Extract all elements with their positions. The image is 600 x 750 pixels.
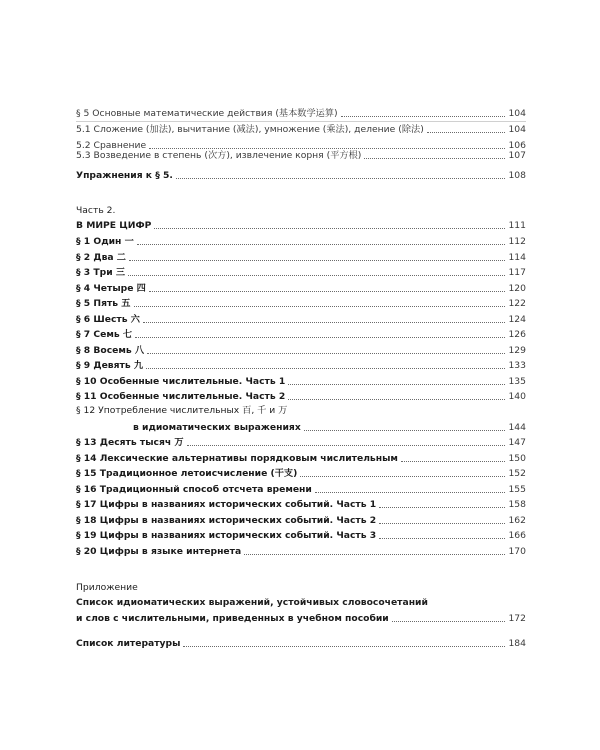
leader-dots [149,291,506,292]
toc-entry [76,436,526,449]
toc-entry-page: 108 [508,170,526,181]
toc-entry [76,498,526,511]
toc-entry-title: § 14 Лексические альтернативы порядковым числительным [76,453,398,464]
toc-entry-page: 147 [508,437,526,448]
leader-dots [341,116,506,117]
toc-entry-continuation [76,421,526,434]
toc-entry-page: 150 [508,453,526,464]
toc-entry-page: 184 [508,638,526,649]
toc-entry-page: 122 [508,298,526,309]
toc-entry [76,514,526,527]
toc-entry [76,545,526,558]
toc-entry [76,251,526,264]
toc-entry [76,313,526,326]
toc-entry-title: 5.1 Сложение (加法), вычитание (减法), умножение (乘法), деление (除法) [76,124,424,135]
toc-entry [76,235,526,248]
part-heading: Часть 2. [76,205,116,216]
toc-entry-page: 166 [508,530,526,541]
toc-entry-multiline [76,405,536,418]
toc-entry-title: § 15 Традиционное летоисчисление (干支) [76,468,298,479]
toc-entry [76,390,526,403]
toc-entry-page: 140 [508,391,526,402]
leader-dots [183,646,505,647]
leader-dots [304,430,506,431]
leader-dots [315,492,506,493]
toc-entry-page: 120 [508,283,526,294]
toc-entry-title: § 16 Традиционный способ отсчета времени [76,484,312,495]
toc-entry-title: § 4 Четыре 四 [76,283,146,294]
toc-entry-title: § 7 Семь 七 [76,329,133,340]
leader-dots [379,523,505,524]
leader-dots [137,244,506,245]
toc-entry-page: 158 [508,499,526,510]
toc-entry-title: § 6 Шесть 六 [76,314,140,325]
toc-entry [76,344,526,357]
leader-dots [379,538,505,539]
toc-entry-page: 172 [508,613,526,624]
toc-entry-title: § 11 Особенные числительные. Часть 2 [76,391,286,402]
leader-dots [128,275,505,276]
toc-entry-title: § 12 Употребление числительных 百, 千 и 万 [76,405,288,416]
toc-entry-page: 133 [508,360,526,371]
toc-entry-page: 112 [508,236,526,247]
leader-dots [288,384,505,385]
leader-dots [146,368,505,369]
toc-entry-page: 129 [508,345,526,356]
leader-dots [147,353,505,354]
toc-entry-page: 106 [508,140,526,151]
appendix-line: Список идиоматических выражений, устойчивых словосочетаний [76,597,428,608]
leader-dots [154,228,505,229]
toc-entry-page: 126 [508,329,526,340]
toc-entry [76,328,526,341]
toc-entry-title: Упражнения к § 5. [76,170,173,181]
leader-dots [134,306,506,307]
toc-entry-page: 117 [508,267,526,278]
leader-dots [379,507,505,508]
toc-entry [76,375,526,388]
toc-entry [76,266,526,279]
toc-entry-title: § 1 Один 一 [76,236,134,247]
leader-dots [135,337,505,338]
part-title [76,219,526,232]
toc-entry-page: 144 [508,422,526,433]
toc-entry-title: 5.2 Сравнение [76,140,147,151]
toc-entry-title: § 13 Десять тысяч 万 [76,437,184,448]
toc-entry-title: § 18 Цифры в названиях исторических событий. Часть 2 [76,515,377,526]
toc-entry [76,282,526,295]
appendix-heading: Приложение [76,582,138,593]
leader-dots [129,260,505,261]
toc-entry-title: § 5 Пять 五 [76,298,131,309]
toc-entry-page: 111 [508,220,526,231]
toc-entry-page: 152 [508,468,526,479]
leader-dots [427,132,506,133]
part-title-text: В МИРЕ ЦИФР [76,220,152,231]
appendix-entry [76,612,526,625]
toc-entry [76,359,526,372]
toc-entry-title: в идиоматических выражениях [133,422,301,433]
toc-entry [76,483,526,496]
toc-entry-page: 104 [508,124,526,135]
leader-dots [364,158,505,159]
leader-dots [288,399,505,400]
leader-dots [187,445,506,446]
toc-entry-exercises [76,169,526,182]
toc-entry [76,452,526,465]
references-entry [76,637,526,650]
toc-entry-page: 162 [508,515,526,526]
toc-entry-title: 5.3 Возведение в степень (次方), извлечение корня (平方根) [76,150,362,161]
toc-entry-title: § 20 Цифры в языке интернета [76,546,242,557]
toc-entry-title: и слов с числительными, приведенных в учебном пособии [76,613,389,624]
leader-dots [143,322,506,323]
toc-entry-title: § 19 Цифры в названиях исторических событий. Часть 3 [76,530,377,541]
toc-entry-page: 155 [508,484,526,495]
toc-entry-page: 107 [508,150,526,161]
toc-entry-title: § 3 Три 三 [76,267,126,278]
toc-entry-title: § 9 Девять 九 [76,360,144,371]
toc-entry-page: 170 [508,546,526,557]
leader-dots [401,461,506,462]
toc-entry-page: 104 [508,108,526,119]
toc-entry [76,123,526,136]
toc-entry [76,529,526,542]
toc-entry-title: § 2 Два 二 [76,252,126,263]
leader-dots [176,178,506,179]
toc-entry [76,467,526,480]
toc-entry-page: 114 [508,252,526,263]
leader-dots [300,476,505,477]
toc-entry-page: 124 [508,314,526,325]
toc-entry-title: § 10 Особенные числительные. Часть 1 [76,376,286,387]
toc-entry-title: § 5 Основные математические действия (基本数学运算) [76,108,338,119]
toc-entry-title: § 17 Цифры в названиях исторических событий. Часть 1 [76,499,377,510]
toc-entry [76,107,526,120]
toc-entry [76,149,526,162]
toc-entry-title: Список литературы [76,638,181,649]
toc-entry-title: § 8 Восемь 八 [76,345,145,356]
leader-dots [392,621,506,622]
divider [76,121,526,122]
toc-entry-page: 135 [508,376,526,387]
toc-entry [76,297,526,310]
leader-dots [244,554,505,555]
